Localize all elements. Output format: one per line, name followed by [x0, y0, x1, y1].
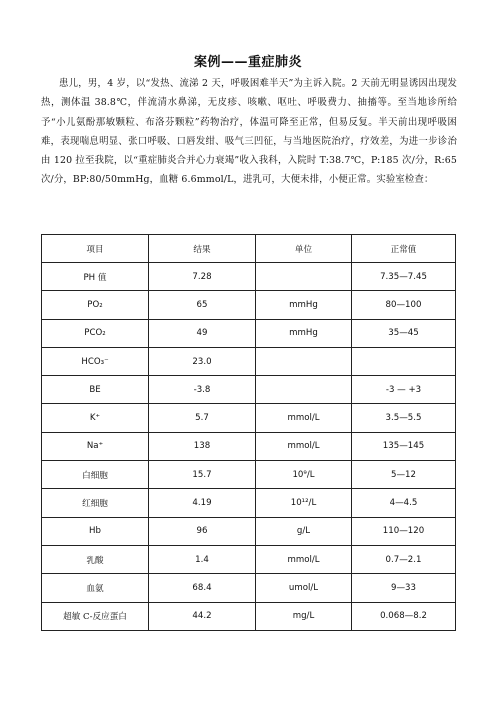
header-unit: 单位	[256, 235, 352, 263]
cell-normal: 3.5—5.5	[352, 404, 456, 432]
table-row	[42, 602, 456, 630]
cell-unit: mmol/L	[256, 404, 352, 432]
table-row	[42, 461, 456, 489]
cell-result: 1.4	[149, 545, 256, 573]
header-normal: 正常值	[352, 235, 456, 263]
lab-results-table	[41, 234, 456, 631]
cell-item: HCO₃⁻	[42, 347, 149, 375]
cell-normal: 135—145	[352, 432, 456, 460]
cell-item: BE	[42, 376, 149, 404]
cell-normal: 7.35—7.45	[352, 263, 456, 291]
cell-unit: umol/L	[256, 574, 352, 602]
cell-item: PO₂	[42, 291, 149, 319]
cell-result: 7.28	[149, 263, 256, 291]
cell-unit: mmHg	[256, 319, 352, 347]
table-row	[42, 404, 456, 432]
cell-item: 超敏 C-反应蛋白	[42, 602, 149, 630]
table-row	[42, 432, 456, 460]
cell-result: 15.7	[149, 461, 256, 489]
cell-result: 44.2	[149, 602, 256, 630]
header-item: 项目	[42, 235, 149, 263]
table-row	[42, 489, 456, 517]
table-row	[42, 376, 456, 404]
cell-unit: mmHg	[256, 291, 352, 319]
cell-unit: 10⁹/L	[256, 461, 352, 489]
cell-result: 96	[149, 517, 256, 545]
cell-normal: 5—12	[352, 461, 456, 489]
cell-result: 4.19	[149, 489, 256, 517]
cell-result: 5.7	[149, 404, 256, 432]
cell-item: 乳酸	[42, 545, 149, 573]
cell-unit: 10¹²/L	[256, 489, 352, 517]
cell-result: 23.0	[149, 347, 256, 375]
cell-unit: mmol/L	[256, 545, 352, 573]
cell-result: 68.4	[149, 574, 256, 602]
table-row	[42, 347, 456, 375]
cell-normal: 0.068—8.2	[352, 602, 456, 630]
cell-normal: 80—100	[352, 291, 456, 319]
cell-result: 138	[149, 432, 256, 460]
table-row	[42, 574, 456, 602]
cell-normal: 0.7—2.1	[352, 545, 456, 573]
cell-result: -3.8	[149, 376, 256, 404]
case-description: 患儿，男，4 岁，以“发热、流涕 2 天，呼吸困难半天”为主诉入院。2 天前无明显诱因出现发热，测体温 38.8℃，伴流清水鼻涕，无皮疹、咳嗽、呕吐、呼吸费力、抽搐等。至当地诊所给予“小儿氨酚那敏颗粒、布洛芬颗粒”药物治疗，体温可降至正常，但易反复。半天前出现呼吸困难，表现喘息明显、张口呼吸、口唇发绀、吸气三凹征，与当地医院治疗，疗效差，为进一步诊治由 120 拉至我院，以“重症肺炎合并心力衰竭”收入我科，入院时 T:38.7℃，P:185 次/分，R:65 次/分，BP:80/50mmHg，血糖 6.6mmol/L，进乳可，大便未排，小便正常。实验室检查：	[41, 78, 457, 186]
cell-item: 血氨	[42, 574, 149, 602]
cell-normal: 35—45	[352, 319, 456, 347]
cell-item: PH 值	[42, 263, 149, 291]
cell-unit	[256, 263, 352, 291]
cell-normal	[352, 347, 456, 375]
document-title: 案例——重症肺炎	[193, 55, 302, 70]
table-row	[42, 319, 456, 347]
cell-normal: 4—4.5	[352, 489, 456, 517]
cell-item: 红细胞	[42, 489, 149, 517]
cell-unit: g/L	[256, 517, 352, 545]
table-row	[42, 263, 456, 291]
table-row	[42, 545, 456, 573]
cell-item: K⁺	[42, 404, 149, 432]
cell-item: Hb	[42, 517, 149, 545]
cell-item: PCO₂	[42, 319, 149, 347]
cell-item: Na⁺	[42, 432, 149, 460]
cell-result: 65	[149, 291, 256, 319]
cell-normal: -3 — +3	[352, 376, 456, 404]
table-header-row	[42, 235, 456, 263]
table-row	[42, 517, 456, 545]
cell-item: 白细胞	[42, 461, 149, 489]
cell-unit	[256, 347, 352, 375]
cell-result: 49	[149, 319, 256, 347]
cell-normal: 110—120	[352, 517, 456, 545]
header-result: 结果	[149, 235, 256, 263]
cell-normal: 9—33	[352, 574, 456, 602]
cell-unit	[256, 376, 352, 404]
table-row	[42, 291, 456, 319]
cell-unit: mmol/L	[256, 432, 352, 460]
cell-unit: mg/L	[256, 602, 352, 630]
